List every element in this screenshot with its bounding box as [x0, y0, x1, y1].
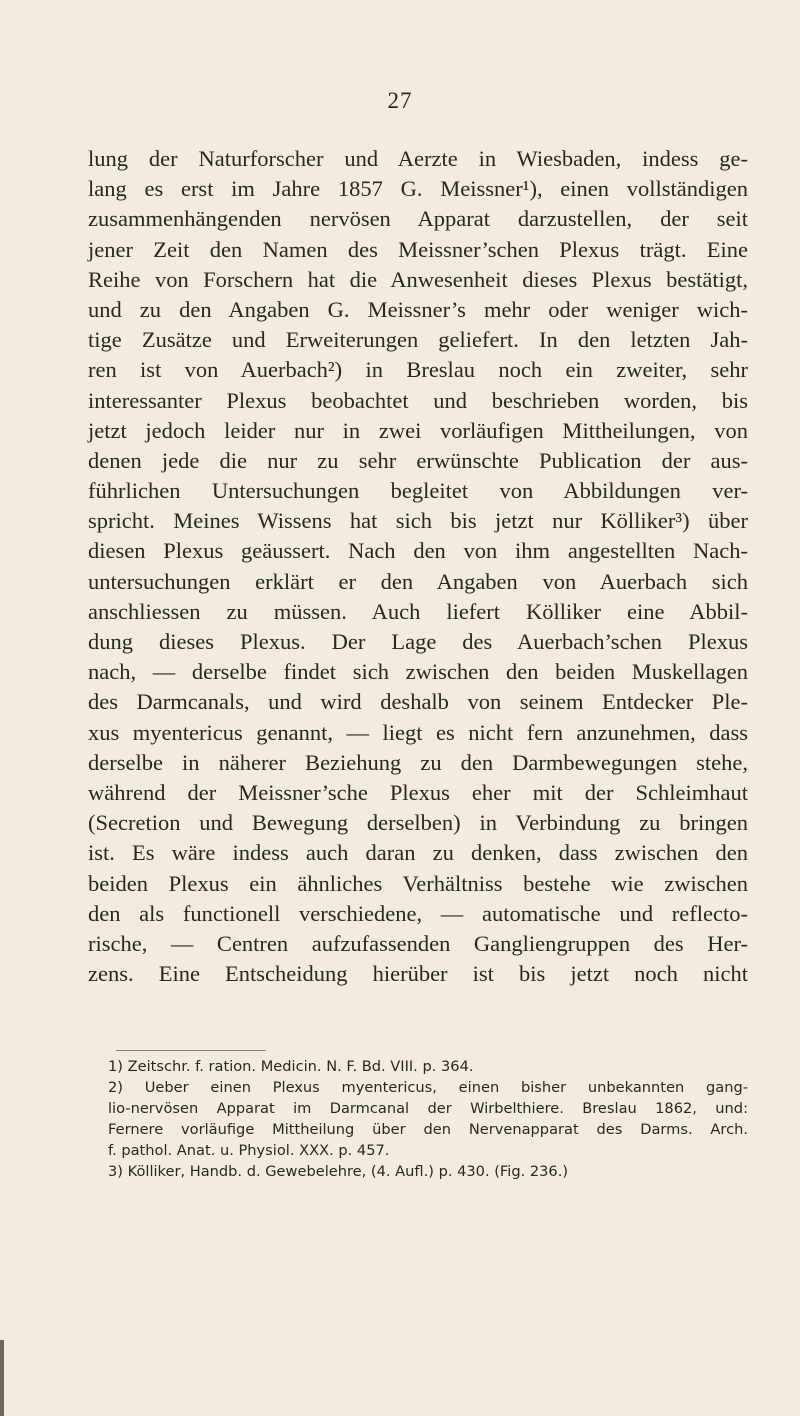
text-line: denen jede die nur zu sehr erwünschte Publication der aus-	[88, 447, 748, 473]
footnote-2-cont: Fernere vorläufige Mittheilung über den Nervenapparat des Darms. Arch.	[108, 1121, 748, 1138]
text-line: ren ist von Auerbach²) in Breslau noch ein zweiter, sehr	[88, 357, 748, 383]
page-number: 27	[387, 88, 413, 113]
text-line: zens. Eine Entscheidung hierüber ist bis jetzt noch nicht	[88, 961, 748, 987]
text-line: während der Meissner’sche Plexus eher mit der Schleimhaut	[88, 779, 748, 805]
text-line: führlichen Untersuchungen begleitet von Abbildungen ver-	[88, 478, 748, 504]
footnote-2-cont: f. pathol. Anat. u. Physiol. XXX. p. 457.	[108, 1142, 390, 1159]
text-line: des Darmcanals, und wird deshalb von seinem Entdecker Ple-	[88, 689, 748, 715]
text-line: beiden Plexus ein ähnliches Verhältniss bestehe wie zwischen	[88, 870, 748, 896]
text-line: jener Zeit den Namen des Meissner’schen Plexus trägt. Eine	[88, 236, 748, 262]
text-line: xus myentericus genannt, — liegt es nicht fern anzunehmen, dass	[88, 719, 748, 745]
footnote-3: 3) Kölliker, Handb. d. Gewebelehre, (4. Aufl.) p. 430. (Fig. 236.)	[108, 1163, 569, 1180]
text-line: nach, — derselbe findet sich zwischen den beiden Muskellagen	[88, 659, 748, 685]
page-edge-shadow	[0, 1340, 4, 1416]
text-line: ist. Es wäre indess auch daran zu denken, dass zwischen den	[88, 840, 748, 866]
text-line: derselbe in näherer Beziehung zu den Darmbewegungen stehe,	[88, 749, 748, 775]
footnote-2-cont: lio-nervösen Apparat im Darmcanal der Wirbelthiere. Breslau 1862, und:	[108, 1100, 748, 1117]
body-text	[88, 144, 748, 989]
text-line: Reihe von Forschern hat die Anwesenheit dieses Plexus bestätigt,	[88, 266, 748, 292]
footnote-2: 2) Ueber einen Plexus myentericus, einen bisher unbekannten gang-	[108, 1079, 748, 1096]
text-line: (Secretion und Bewegung derselben) in Verbindung zu bringen	[88, 810, 748, 836]
text-line: lung der Naturforscher und Aerzte in Wiesbaden, indess ge-	[88, 146, 748, 171]
text-line: und zu den Angaben G. Meissner’s mehr oder weniger wich-	[88, 296, 748, 322]
text-line: untersuchungen erklärt er den Angaben von Auerbach sich	[88, 568, 748, 594]
text-line: dung dieses Plexus. Der Lage des Auerbach’schen Plexus	[88, 629, 748, 654]
text-line: jetzt jedoch leider nur in zwei vorläufigen Mittheilungen, von	[88, 417, 748, 443]
footnote-1: 1) Zeitschr. f. ration. Medicin. N. F. Bd. VIII. p. 364.	[108, 1058, 474, 1075]
footnotes	[108, 1056, 748, 1182]
text-line: rische, — Centren aufzufassenden Gangliengruppen des Her-	[88, 930, 748, 956]
text-line: diesen Plexus geäussert. Nach den von ihm angestellten Nach-	[88, 538, 748, 564]
text-line: interessanter Plexus beobachtet und beschrieben worden, bis	[88, 387, 748, 413]
text-line: spricht. Meines Wissens hat sich bis jetzt nur Kölliker³) über	[88, 508, 748, 534]
text-line: den als functionell verschiedene, — automatische und reflecto-	[88, 900, 748, 926]
text-line: anschliessen zu müssen. Auch liefert Kölliker eine Abbil-	[88, 598, 748, 624]
text-line: tige Zusätze und Erweiterungen geliefert. In den letzten Jah-	[88, 327, 748, 353]
text-line: zusammenhängenden nervösen Apparat darzustellen, der seit	[88, 206, 748, 232]
footnote-divider	[116, 1050, 266, 1051]
text-line: lang es erst im Jahre 1857 G. Meissner¹), einen vollständigen	[88, 176, 748, 202]
